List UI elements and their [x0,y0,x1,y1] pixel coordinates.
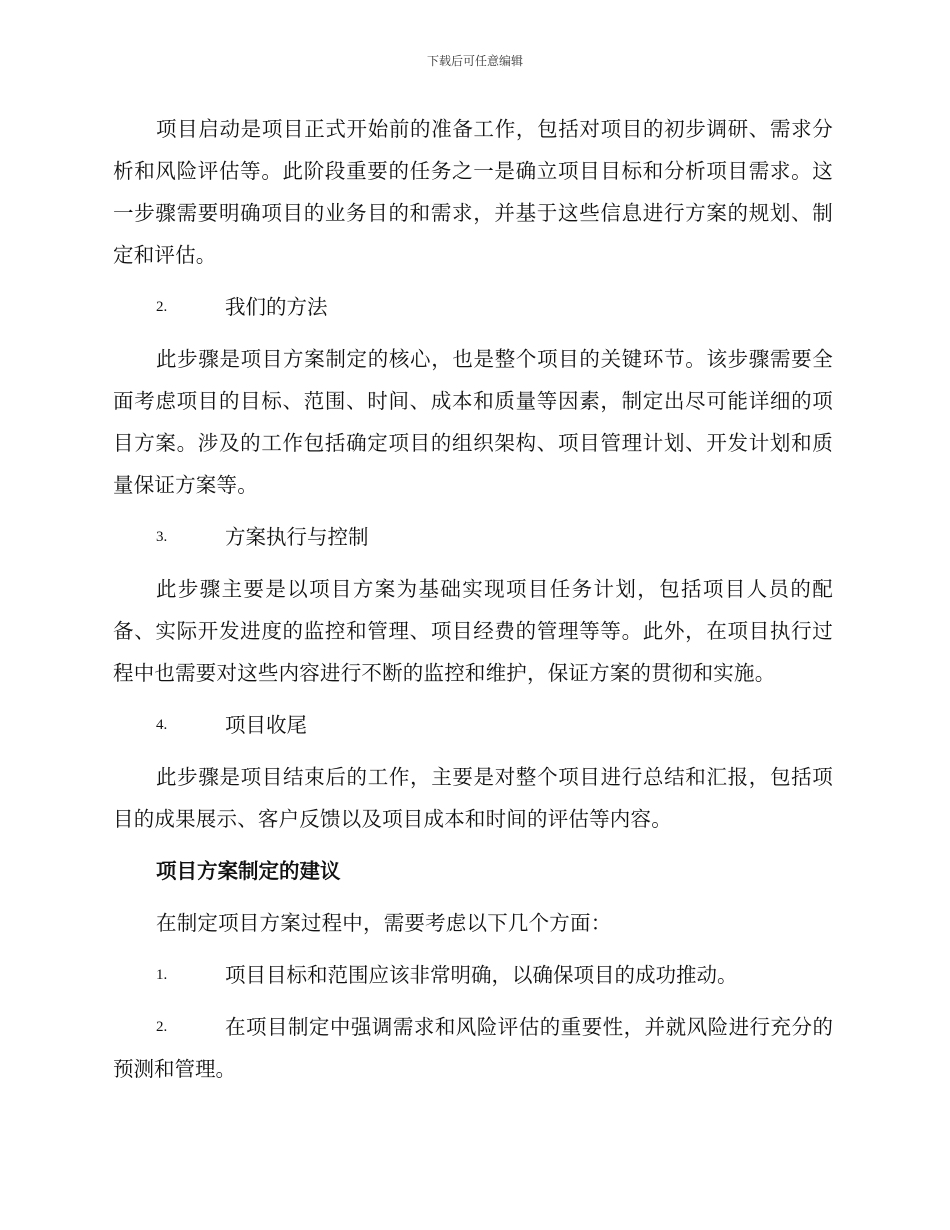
list-label: 我们的方法 [225,295,328,319]
suggestion-item-2 [113,1006,833,1090]
paragraph-execution-control: 此步骤主要是以项目方案为基础实现项目任务计划，包括项目人员的配备、实际开发进度的监控和管理、项目经费的管理等等。此外，在项目执行过程中也需要对这些内容进行不断的监控和维护，保证方案的贯彻和实施。 [113,577,833,685]
paragraph-project-closing: 此步骤是项目结束后的工作，主要是对整个项目进行总结和汇报，包括项目的成果展示、客户反馈以及项目成本和时间的评估等内容。 [113,765,833,831]
list-text: 在项目制定中强调需求和风险评估的重要性，并就风险进行充分的预测和管理。 [113,1015,833,1081]
page-header: 下载后可任意编辑 [426,54,523,68]
numbered-heading-3 [113,516,833,558]
section-heading: 项目方案制定的建议 [156,859,341,883]
numbered-heading-2 [113,286,833,328]
list-label: 方案执行与控制 [225,525,369,549]
list-text: 项目目标和范围应该非常明确，以确保项目的成功推动。 [225,963,738,987]
paragraph-our-method: 此步骤是项目方案制定的核心，也是整个项目的关键环节。该步骤需要全面考虑项目的目标、范围、时间、成本和质量等因素，制定出尽可能详细的项目方案。涉及的工作包括确定项目的组织架构、项目管理计划、开发计划和质量保证方案等。 [113,347,833,497]
list-number: 2. [156,299,168,315]
list-number: 3. [156,529,168,545]
paragraph-suggestion-intro: 在制定项目方案过程中，需要考虑以下几个方面： [156,911,612,935]
numbered-heading-4 [113,704,833,746]
list-number: 4. [156,717,168,733]
list-number: 1. [156,967,168,983]
document-body [113,108,833,1090]
list-label: 项目收尾 [225,713,307,737]
suggestion-item-1 [113,954,833,996]
list-number: 2. [156,1019,168,1035]
paragraph-project-start: 项目启动是项目正式开始前的准备工作，包括对项目的初步调研、需求分析和风险评估等。此阶段重要的任务之一是确立项目目标和分析项目需求。这一步骤需要明确项目的业务目的和需求，并基于这些信息进行方案的规划、制定和评估。 [113,117,833,267]
